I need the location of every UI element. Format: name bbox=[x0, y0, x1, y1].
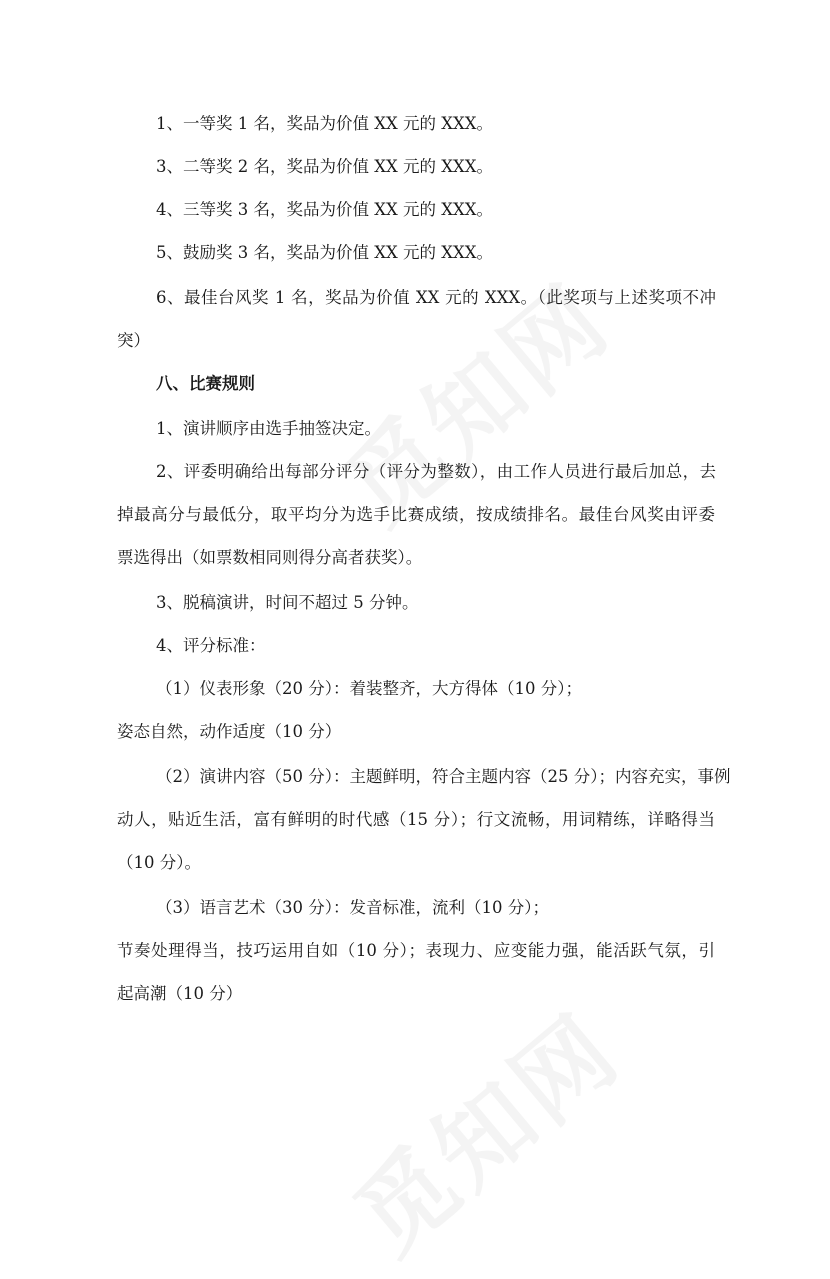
award-line: 5、鼓励奖 3 名，奖品为价值 XX 元的 XXX。 bbox=[156, 243, 493, 262]
section-heading: 八、比赛规则 bbox=[156, 374, 255, 393]
award-line: 3、二等奖 2 名，奖品为价值 XX 元的 XXX。 bbox=[156, 157, 493, 176]
criteria-2-line2: 动人，贴近生活，富有鲜明的时代感（15 分）；行文流畅，用词精练，详略得当 bbox=[117, 810, 715, 829]
criteria-2-line1: （2）演讲内容（50 分）：主题鲜明，符合主题内容（25 分）；内容充实，事例 bbox=[156, 767, 731, 786]
watermark bbox=[322, 978, 644, 1279]
rule-2-line3: 票选得出（如票数相同则得分高者获奖）。 bbox=[117, 548, 423, 567]
rule-4: 4、评分标准： bbox=[156, 636, 266, 655]
criteria-3-line2: 节奏处理得当，技巧运用自如（10 分）；表现力、应变能力强，能活跃气氛，引 bbox=[117, 941, 715, 960]
criteria-1-line1: （1）仪表形象（20 分）：着装整齐，大方得体（10 分）； bbox=[156, 679, 582, 698]
rule-1: 1、演讲顺序由选手抽签决定。 bbox=[156, 419, 381, 438]
criteria-3-line3: 起高潮（10 分） bbox=[117, 984, 243, 1003]
criteria-2-line3: （10 分）。 bbox=[117, 853, 201, 872]
criteria-1-line2: 姿态自然，动作适度（10 分） bbox=[117, 722, 342, 741]
award-6-line1: 6、最佳台风奖 1 名，奖品为价值 XX 元的 XXX。（此奖项与上述奖项不冲 bbox=[156, 288, 716, 307]
award-6-line2: 突） bbox=[117, 331, 150, 350]
criteria-3-line1: （3）语言艺术（30 分）：发音标准，流利（10 分）； bbox=[156, 898, 549, 917]
rule-2-line1: 2、评委明确给出每部分评分（评分为整数），由工作人员进行最后加总，去 bbox=[156, 462, 716, 481]
award-line: 1、一等奖 1 名，奖品为价值 XX 元的 XXX。 bbox=[156, 114, 493, 133]
rule-3: 3、脱稿演讲，时间不超过 5 分钟。 bbox=[156, 593, 419, 612]
award-line: 4、三等奖 3 名，奖品为价值 XX 元的 XXX。 bbox=[156, 200, 493, 219]
rule-2-line2: 掉最高分与最低分，取平均分为选手比赛成绩，按成绩排名。最佳台风奖由评委 bbox=[117, 505, 715, 524]
